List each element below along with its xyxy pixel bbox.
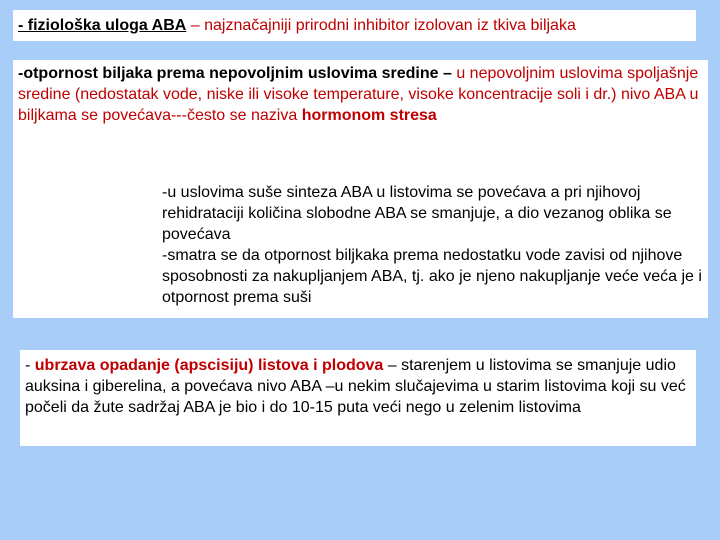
abscission-dash: -	[25, 357, 35, 374]
stress-resistance-box	[13, 60, 708, 156]
abscission-box	[20, 350, 696, 446]
drought-details-box	[13, 156, 708, 318]
abscission-text: – starenjem u listovima se smanjuje udio auksina i giberelina, a povećava nivo ABA –u nekim slučajevima u starim listovima koji su već počeli da žute sadržaj ABA je bio i do 10-15 puta veći nego u zelenim listovima	[25, 357, 686, 416]
heading-box	[13, 10, 696, 41]
stress-hormone-term: hormonom stresa	[301, 107, 437, 124]
abscission-heading: ubrzava opadanje (apscisiju) listova i plodova	[34, 357, 384, 374]
stress-resistance-heading: -otpornost biljaka prema nepovoljnim uslovima sredine –	[18, 65, 452, 82]
drought-synthesis-text: -u uslovima suše sinteza ABA u listovima se povećava a pri njihovoj rehidrataciji količina slobodne ABA se smanjuje, a dio vezanog oblika se povećava	[162, 184, 672, 243]
heading-title: - fiziološka uloga ABA	[18, 17, 187, 34]
drought-resistance-text: -smatra se da otpornost biljkaka prema nedostatku vode zavisi od njihove sposobnosti za nakupljanjem ABA, tj. ako je njeno nakupljanje veće veća je i otpornost prema suši	[162, 247, 702, 306]
heading-description: – najznačajniji prirodni inhibitor izolovan iz tkiva biljaka	[186, 17, 576, 34]
stress-resistance-text: u nepovoljnim uslovima spoljašnje sredine (nedostatak vode, niske ili visoke temperature, visoke koncentracije soli i dr.) nivo ABA u biljkama se povećava---često se naziva	[18, 65, 699, 124]
